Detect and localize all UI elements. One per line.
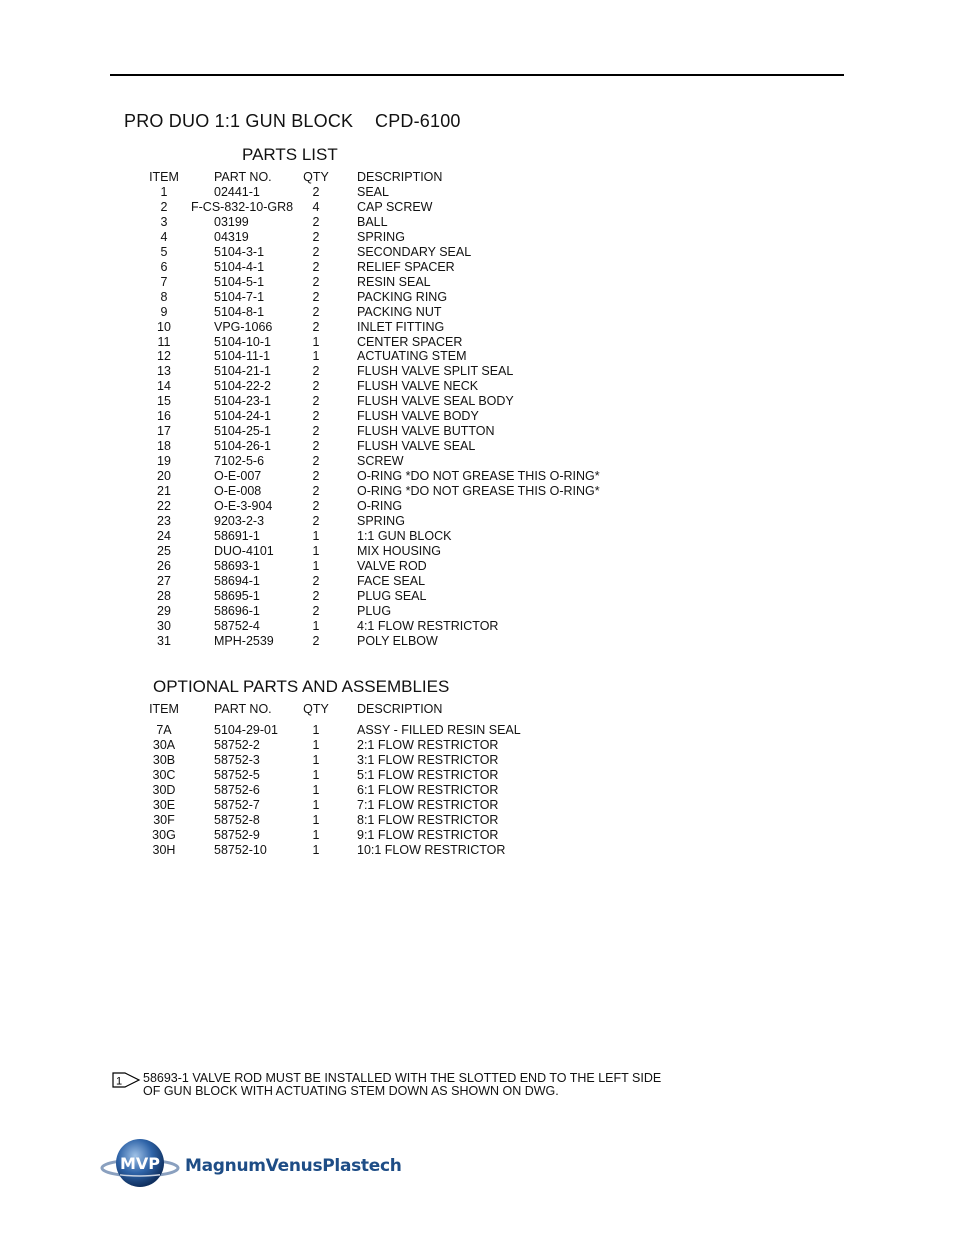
column-header-desc: DESCRIPTION [357,170,443,184]
cell-qty: 1 [312,782,320,797]
cell-qty: 2 [312,319,320,334]
cell-item: 27 [157,573,171,588]
cell-desc: SCREW [357,454,404,469]
cell-item: 12 [157,349,171,364]
cell-part: 5104-24-1 [214,409,271,424]
cell-qty: 2 [312,379,320,394]
cell-qty: 2 [312,439,320,454]
cell-qty: 2 [312,498,320,513]
note-flag-number: 1 [116,1075,123,1088]
cell-part: 58691-1 [214,528,260,543]
column-header-part: PART NO. [214,170,272,184]
cell-item: 30H [152,842,176,857]
cell-desc: SPRING [357,513,405,528]
cell-part: 04319 [214,229,249,244]
document-title: PRO DUO 1:1 GUN BLOCK [124,111,354,131]
cell-part: 5104-7-1 [214,289,265,304]
cell-desc: SEAL [357,185,389,199]
cell-qty: 1 [312,349,320,364]
cell-item: 30C [152,767,176,782]
cell-part: 5104-11-1 [214,349,271,364]
cell-desc: VALVE ROD [357,558,427,573]
cell-desc: BALL [357,214,388,229]
cell-qty: 1 [312,618,320,633]
cell-item: 22 [157,498,171,513]
cell-item: 30F [153,812,175,827]
cell-part: 5104-26-1 [214,439,271,454]
cell-item: 30 [157,618,171,633]
cell-desc: 2:1 FLOW RESTRICTOR [357,737,499,752]
cell-part: O-E-008 [214,484,262,498]
company-logo [100,1136,400,1192]
cell-part: 58694-1 [214,573,260,588]
cell-item: 30G [152,827,176,842]
cell-desc: 8:1 FLOW RESTRICTOR [357,812,499,827]
cell-item: 7A [156,723,172,737]
cell-qty: 1 [312,752,320,767]
column-header-item: ITEM [149,170,179,184]
cell-qty: 2 [312,185,320,199]
cell-desc: MIX HOUSING [357,543,442,558]
cell-item: 30D [152,782,176,797]
cell-part: 03199 [214,214,249,229]
note-line-1: 58693-1 VALVE ROD MUST BE INSTALLED WITH THE SLOTTED END TO THE LEFT SIDE [143,1071,662,1085]
cell-part: 58752-2 [214,737,260,752]
cell-item: 13 [157,364,171,379]
cell-desc: 4:1 FLOW RESTRICTOR [357,618,499,633]
cell-desc: RESIN SEAL [357,274,431,289]
cell-part: F-CS-832-10-GR8 [191,199,294,214]
cell-part: 58752-8 [214,812,260,827]
cell-part: 5104-29-01 [214,723,278,737]
column-header-desc: DESCRIPTION [357,702,443,716]
cell-part: 5104-4-1 [214,259,265,274]
cell-qty: 2 [312,573,320,588]
cell-part: 58752-10 [214,842,267,857]
cell-item: 30E [152,797,176,812]
cell-desc: INLET FITTING [357,319,445,334]
cell-qty: 2 [312,513,320,528]
cell-desc: PACKING NUT [357,304,442,319]
cell-item: 20 [157,469,171,484]
cell-part: 58696-1 [214,603,260,618]
cell-desc: FLUSH VALVE NECK [357,379,479,394]
cell-part: 7102-5-6 [214,454,265,469]
cell-item: 21 [157,484,171,498]
cell-part: DUO-4101 [214,543,274,558]
cell-qty: 2 [312,274,320,289]
cell-part: 58695-1 [214,588,260,603]
logo-badge-text: MVP [119,1154,161,1173]
column-header-qty: QTY [303,170,329,184]
note-flag-icon [112,1072,142,1088]
optional-parts-heading: OPTIONAL PARTS AND ASSEMBLIES [153,677,450,696]
cell-qty: 2 [312,603,320,618]
cell-item: 6 [160,259,168,274]
cell-item: 30A [152,737,176,752]
column-header-qty: QTY [303,702,329,716]
cell-qty: 1 [312,558,320,573]
cell-item: 19 [157,454,171,469]
cell-qty: 2 [312,424,320,439]
cell-desc: 3:1 FLOW RESTRICTOR [357,752,499,767]
cell-desc: 9:1 FLOW RESTRICTOR [357,827,499,842]
cell-qty: 1 [312,528,320,543]
cell-qty: 2 [312,214,320,229]
document-part-number: CPD-6100 [375,111,461,131]
column-header-part: PART NO. [214,702,272,716]
cell-desc: 1:1 GUN BLOCK [357,528,452,543]
company-name: MagnumVenusPlastech [185,1156,402,1176]
cell-part: 5104-5-1 [214,274,265,289]
cell-qty: 2 [312,469,320,484]
cell-desc: PLUG SEAL [357,588,427,603]
cell-item: 30B [152,752,176,767]
cell-part: 5104-8-1 [214,304,265,319]
cell-qty: 2 [312,229,320,244]
cell-desc: ASSY - FILLED RESIN SEAL [357,723,521,737]
cell-desc: PLUG [357,603,392,618]
cell-desc: PACKING RING [357,289,448,304]
cell-qty: 1 [312,842,320,857]
cell-desc: FLUSH VALVE SPLIT SEAL [357,364,514,379]
cell-desc: FLUSH VALVE SEAL BODY [357,394,514,409]
cell-qty: 1 [312,812,320,827]
cell-qty: 1 [312,827,320,842]
cell-part: 9203-2-3 [214,513,265,528]
cell-part: 5104-10-1 [214,334,271,349]
cell-item: 15 [157,394,171,409]
cell-part: O-E-3-904 [214,498,273,513]
cell-qty: 1 [312,334,320,349]
cell-part: 58752-3 [214,752,260,767]
cell-item: 18 [157,439,171,454]
cell-item: 29 [157,603,171,618]
cell-qty: 2 [312,633,320,648]
cell-part: 58752-6 [214,782,260,797]
cell-qty: 1 [312,543,320,558]
cell-item: 23 [157,513,171,528]
cell-item: 17 [157,424,171,439]
cell-part: MPH-2539 [214,633,274,648]
note-line-2: OF GUN BLOCK WITH ACTUATING STEM DOWN AS SHOWN ON DWG. [143,1084,559,1098]
cell-item: 8 [160,289,168,304]
cell-item: 25 [157,543,171,558]
cell-part: 5104-23-1 [214,394,271,409]
cell-desc: SECONDARY SEAL [357,244,472,259]
cell-item: 3 [160,214,168,229]
cell-desc: 10:1 FLOW RESTRICTOR [357,842,506,857]
cell-item: 24 [157,528,171,543]
mvp-globe-logo-icon [100,1136,180,1192]
cell-desc: POLY ELBOW [357,633,438,648]
cell-qty: 2 [312,259,320,274]
cell-qty: 2 [312,409,320,424]
cell-desc: 5:1 FLOW RESTRICTOR [357,767,499,782]
cell-qty: 2 [312,289,320,304]
cell-desc: FLUSH VALVE SEAL [357,439,476,454]
cell-qty: 1 [312,723,320,737]
cell-desc: O-RING [357,498,403,513]
cell-desc: RELIEF SPACER [357,259,455,274]
cell-qty: 2 [312,244,320,259]
cell-qty: 2 [312,364,320,379]
cell-part: 5104-25-1 [214,424,271,439]
cell-part: 5104-21-1 [214,364,271,379]
cell-desc: CAP SCREW [357,199,433,214]
cell-item: 26 [157,558,171,573]
cell-part: 58693-1 [214,558,260,573]
cell-item: 16 [157,409,171,424]
cell-item: 14 [157,379,171,394]
cell-part: O-E-007 [214,469,262,484]
cell-desc: O-RING *DO NOT GREASE THIS O-RING* [357,469,600,484]
cell-item: 2 [160,199,168,214]
cell-desc: ACTUATING STEM [357,349,467,364]
parts-list-heading: PARTS LIST [242,145,338,164]
cell-qty: 4 [312,199,320,214]
cell-qty: 2 [312,304,320,319]
cell-part: 5104-22-2 [214,379,271,394]
cell-item: 31 [157,633,171,648]
cell-item: 10 [157,319,171,334]
cell-qty: 1 [312,767,320,782]
cell-item: 11 [157,334,171,349]
cell-part: 58752-4 [214,618,260,633]
cell-qty: 2 [312,588,320,603]
cell-part: 58752-5 [214,767,260,782]
cell-desc: SPRING [357,229,405,244]
cell-part: 58752-9 [214,827,260,842]
cell-item: 4 [160,229,168,244]
cell-item: 5 [160,244,168,259]
cell-part: VPG-1066 [214,319,273,334]
cell-item: 9 [160,304,168,319]
cell-desc: CENTER SPACER [357,334,463,349]
cell-qty: 1 [312,737,320,752]
cell-desc: FLUSH VALVE BUTTON [357,424,495,439]
cell-desc: O-RING *DO NOT GREASE THIS O-RING* [357,484,600,498]
cell-part: 58752-7 [214,797,260,812]
cell-part: 5104-3-1 [214,244,265,259]
cell-qty: 2 [312,454,320,469]
cell-qty: 1 [312,797,320,812]
cell-item: 28 [157,588,171,603]
cell-desc: 6:1 FLOW RESTRICTOR [357,782,499,797]
cell-qty: 2 [312,394,320,409]
cell-desc: FLUSH VALVE BODY [357,409,479,424]
cell-part: 02441-1 [214,185,260,199]
column-header-item: ITEM [149,702,179,716]
header-rule [110,74,844,76]
cell-desc: 7:1 FLOW RESTRICTOR [357,797,499,812]
cell-qty: 2 [312,484,320,498]
cell-item: 1 [160,185,168,199]
cell-item: 7 [160,274,168,289]
cell-desc: FACE SEAL [357,573,426,588]
